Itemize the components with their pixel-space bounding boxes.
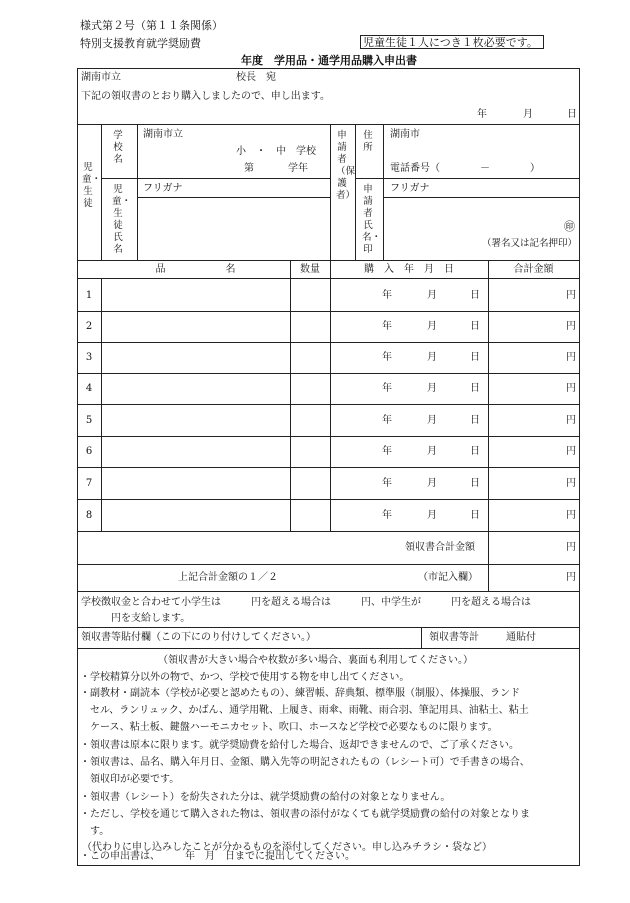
student-furigana: フリガナ (143, 183, 183, 194)
half-amount-label: 上記合計金額の１／２ (178, 572, 278, 583)
address-city: 湖南市 (390, 129, 420, 140)
row-month: 月 (427, 510, 437, 521)
row-year: 年 (382, 352, 392, 363)
rule (77, 591, 580, 592)
row-yen: 円 (566, 415, 576, 426)
row-day: 日 (470, 321, 480, 332)
notice-box: 児童生徒１人につき１枚必要です。 (360, 35, 544, 49)
rule (77, 436, 580, 437)
criteria-line2: 円を支給します。 (111, 613, 191, 624)
frame-top (77, 68, 580, 69)
row-month: 月 (427, 352, 437, 363)
rule (77, 373, 580, 374)
applicant-furigana: フリガナ (390, 183, 430, 194)
row-month: 月 (427, 446, 437, 457)
rule (77, 404, 580, 405)
addressee-city: 湖南市立 (81, 72, 121, 83)
rule (137, 124, 138, 260)
rule (77, 311, 580, 312)
student-name-label: 児童・生徒氏名 (112, 184, 132, 255)
rule (77, 499, 580, 500)
col-total-amount: 合計金額 (513, 264, 554, 275)
rule (77, 260, 580, 261)
row-number: 3 (85, 352, 93, 363)
seal-mark: ㊞ (564, 220, 575, 233)
row-day: 日 (470, 352, 480, 363)
row-yen: 円 (566, 290, 576, 301)
addressee-principal: 校長 宛 (236, 72, 276, 83)
note-item: ・領収書（レシート）を紛失された分は、就学奨励費の給付の対象となりません。 (80, 792, 451, 803)
grade-suffix: 学年 (288, 163, 308, 174)
frame-bottom (77, 865, 580, 866)
date-day: 日 (567, 109, 577, 120)
row-yen: 円 (566, 383, 576, 394)
rule (77, 531, 580, 532)
row-year: 年 (382, 290, 392, 301)
phone-field: 電話番号（ － ） (390, 163, 540, 174)
note-item: セル、ランリュック、かばん、通学用靴、上履き、雨傘、雨靴、雨合羽、筆記用具、油粘土、粘土 (90, 705, 529, 716)
rule (77, 342, 580, 343)
row-yen: 円 (566, 321, 576, 332)
rule (383, 197, 580, 198)
receipt-total-yen: 円 (566, 542, 576, 553)
row-day: 日 (470, 446, 480, 457)
school-name-label: 学校名 (113, 130, 123, 165)
rule (77, 278, 580, 279)
rule (330, 260, 331, 531)
program-name: 特別支援教育就学奨励費 (80, 37, 201, 50)
note-item: ・副教材・副読本（学校が必要と認めたもの）、練習帳、辞典類、標準服（制服）、体操服、ランド (80, 688, 520, 699)
date-month: 月 (523, 109, 533, 120)
row-year: 年 (382, 415, 392, 426)
student-group-label: 児童・生徒 (82, 162, 102, 209)
address-label: 住所 (363, 130, 373, 153)
row-yen: 円 (566, 510, 576, 521)
grade-prefix: 第 (244, 163, 254, 174)
rule (101, 178, 330, 179)
page-title: 年度 学用品・通学用品購入申出書 (241, 54, 417, 67)
rule (77, 467, 580, 468)
row-yen: 円 (566, 478, 576, 489)
row-yen: 円 (566, 352, 576, 363)
row-year: 年 (382, 446, 392, 457)
row-year: 年 (382, 478, 392, 489)
note-item: ・ただし、学校を通じて購入された物は、領収書の添付がなくても就学奨励費の給付の対象となりま (80, 809, 530, 820)
form-number: 様式第２号（第１１条関係） (80, 19, 223, 32)
row-year: 年 (382, 383, 392, 394)
statement: 下記の領収書のとおり購入しましたので、申し出ます。 (81, 91, 330, 102)
rule (77, 648, 580, 649)
note-item: 領収印が必要です。 (90, 774, 180, 785)
row-number: 7 (85, 478, 93, 489)
note-item: （代わりに申し込みしたことが分かるものを添付してください。申し込みチラシ・袋など） (82, 842, 492, 853)
col-quantity: 数量 (300, 264, 320, 275)
row-year: 年 (382, 510, 392, 521)
col-purchase-date: 購 入 年 月 日 (364, 264, 454, 275)
row-number: 8 (85, 510, 93, 521)
row-number: 1 (85, 290, 93, 301)
rule (421, 627, 422, 648)
row-day: 日 (470, 415, 480, 426)
rule (355, 178, 580, 179)
rule (383, 124, 384, 260)
half-amount-yen: 円 (566, 572, 576, 583)
rule (77, 564, 580, 565)
note-item: ・学校精算分以外の物で、かつ、学校で使用する物を申し出てください。 (80, 672, 410, 683)
row-day: 日 (470, 290, 480, 301)
receipt-count-label: 領収書等計 (429, 632, 479, 643)
rule (101, 124, 102, 260)
row-day: 日 (470, 383, 480, 394)
criteria-line1: 学校徴収金と合わせて小学生は 円を超える場合は 円、中学生が 円を超える場合は (81, 597, 531, 608)
rule (137, 197, 330, 198)
note-item: ・領収書は、品名、購入年月日、金額、購入先等の明記されたもの（レシート可）で手書きの場合、 (80, 757, 530, 768)
rule (77, 627, 580, 628)
note-item: ・領収書は原本に限ります。就学奨励費を給付した場合、返却できませんので、ご了承ください。 (80, 740, 519, 751)
row-month: 月 (427, 415, 437, 426)
rule (77, 124, 580, 125)
rule (330, 124, 331, 260)
note-item: す。 (90, 826, 110, 837)
row-month: 月 (427, 383, 437, 394)
date-year: 年 (477, 109, 487, 120)
applicant-group-label: 申請者（保護者） (336, 130, 356, 201)
row-month: 月 (427, 290, 437, 301)
rule (488, 260, 489, 591)
applicant-name-label: 申請者氏名・印 (362, 184, 382, 255)
row-number: 4 (85, 383, 93, 394)
row-number: 5 (85, 415, 93, 426)
col-item-name: 品 名 (155, 264, 236, 275)
receipt-count-unit: 通貼付 (506, 632, 536, 643)
rule (290, 260, 291, 531)
row-year: 年 (382, 321, 392, 332)
receipt-total-label: 領収書合計金額 (405, 542, 475, 553)
row-number: 2 (85, 321, 93, 332)
row-number: 6 (85, 446, 93, 457)
notes-intro: （領収書が大きい場合や枚数が多い場合、裏面も利用してください。） (158, 655, 473, 666)
note-item: ・この申出書は、 年 月 日までに提出してください。 (80, 851, 355, 862)
row-day: 日 (470, 478, 480, 489)
school-city: 湖南市立 (143, 129, 183, 140)
rule (355, 124, 356, 260)
school-type: 小 ・ 中 学校 (236, 146, 316, 157)
city-note: （市記入欄） (418, 572, 478, 583)
row-month: 月 (427, 478, 437, 489)
seal-note: （署名又は記名押印） (482, 238, 578, 249)
row-month: 月 (427, 321, 437, 332)
row-day: 日 (470, 510, 480, 521)
row-yen: 円 (566, 446, 576, 457)
note-item: ケース、粘土板、鍵盤ハーモニカセット、吹口、ホースなど学校で必要なものに限ります。 (90, 722, 498, 733)
paste-area-label: 領収書等貼付欄（この下にのり付けしてください。） (81, 632, 316, 643)
